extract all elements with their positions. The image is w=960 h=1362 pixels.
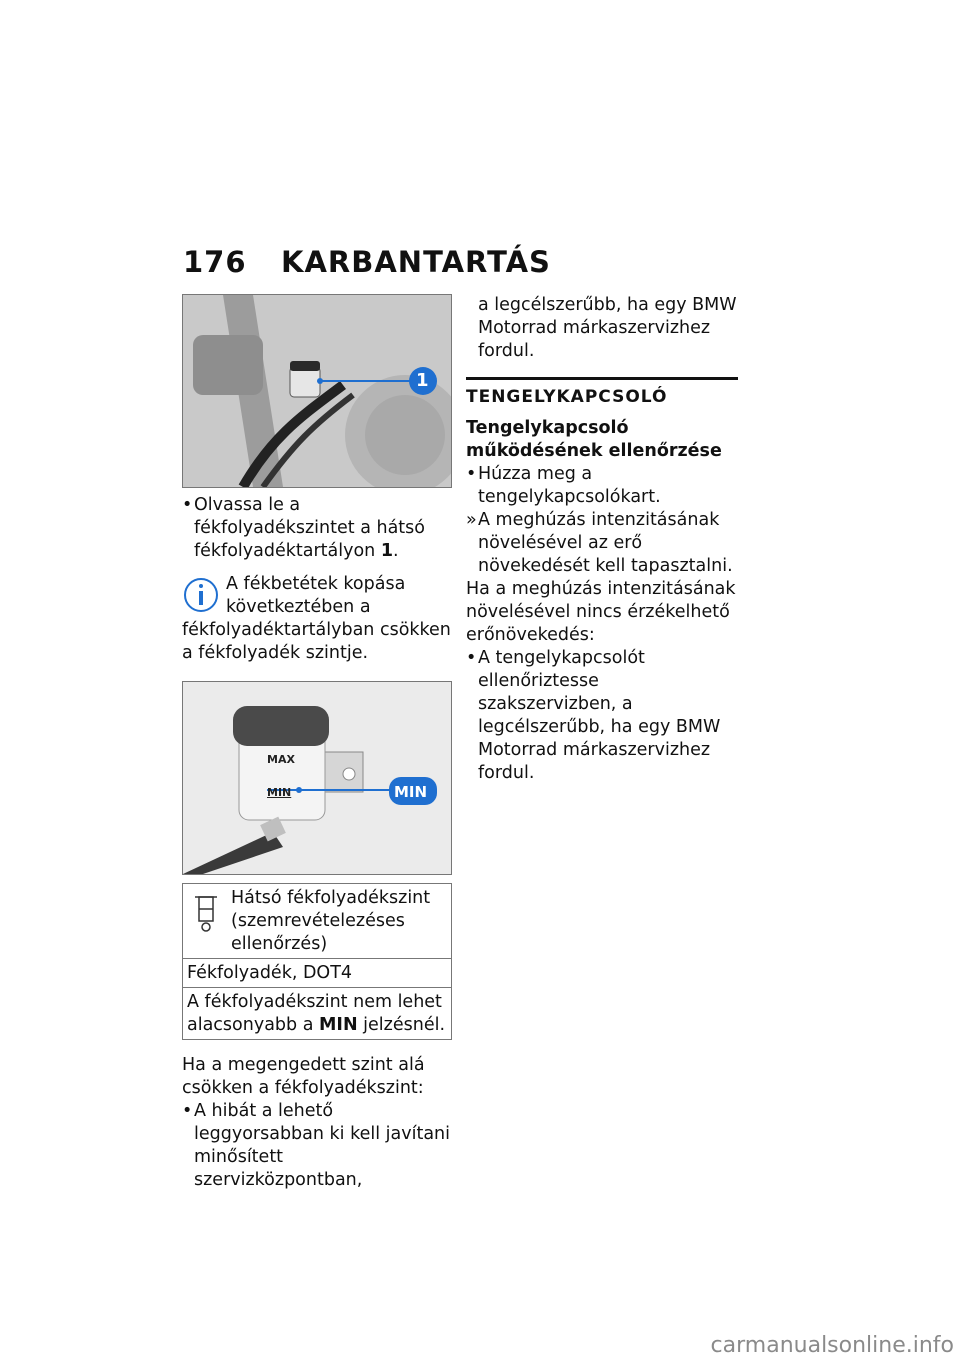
bullet-icon: • — [182, 495, 193, 515]
section-divider — [466, 377, 738, 380]
min-callout: MIN — [394, 783, 428, 801]
brake-fluid-reservoir-diagram — [182, 681, 452, 875]
table-row: Fékfolyadék, DOT4 — [183, 958, 451, 987]
paragraph: Ha a meghúzás intenzitásának növelésével nincs érzékelhető erőnövekedés: — [466, 579, 736, 645]
sub-title: Tengelykapcsoló működésének ellenőrzése — [466, 418, 722, 461]
info-note: A fékbetétek kopása következtében a fékfolyadéktartályban csökken a fékfolyadék szintje. — [182, 574, 451, 663]
section-title: TENGELYKAPCSOLÓ — [466, 387, 668, 407]
list-item: • Húzza meg a tengelykapcsolókart. — [466, 464, 661, 507]
bullet-icon: • — [466, 464, 477, 484]
paragraph: Ha a megengedett szint alá csökken a fékfolyadékszint: — [182, 1055, 425, 1098]
table-row: A fékfolyadékszint nem lehet alacsonyabb a MIN jelzésnél. — [183, 987, 451, 1039]
right-column — [466, 294, 738, 785]
page-title: KARBANTARTÁS — [281, 245, 551, 279]
watermark: carmanualsonline.info — [710, 1333, 954, 1358]
continuation-text: a legcélszerűbb, ha egy BMW Motorrad márkaszervizhez fordul. — [478, 295, 737, 361]
list-item: • Olvassa le a fékfolyadékszintet a hátsó fékfolyadéktartályon 1. — [182, 495, 425, 561]
list-item: » A meghúzás intenzitásának növelésével az erő növekedését kell tapasztalni. — [466, 510, 733, 576]
page-number: 176 — [183, 245, 247, 279]
list-item: • A hibát a lehető leggyorsabban ki kell javítani minősített szervizközpontban, — [182, 1101, 451, 1190]
page-header — [183, 245, 551, 279]
reservoir-photo-drawing — [183, 295, 451, 487]
list-item: • A tengelykapcsolót ellenőriztesse szakszervizben, a legcélszerűbb, ha egy BMW Motorrad márkaszervizhez fordul. — [466, 648, 721, 783]
result-arrow-icon: » — [466, 510, 477, 530]
info-icon — [182, 573, 220, 617]
table-row: Hátsó fékfolyadékszint (szemrevételezéses ellenőrzés) — [183, 884, 451, 958]
reservoir-diagram-drawing — [183, 682, 451, 874]
bullet-icon: • — [182, 1101, 193, 1121]
bullet-icon: • — [466, 648, 477, 668]
rear-brake-reservoir-photo — [182, 294, 452, 488]
max-label: MAX — [267, 753, 295, 766]
left-column — [182, 294, 452, 1192]
callout-1: 1 — [416, 370, 429, 391]
spec-table — [182, 883, 452, 1040]
min-label: MIN — [267, 786, 292, 799]
fluid-level-icon — [187, 887, 231, 935]
